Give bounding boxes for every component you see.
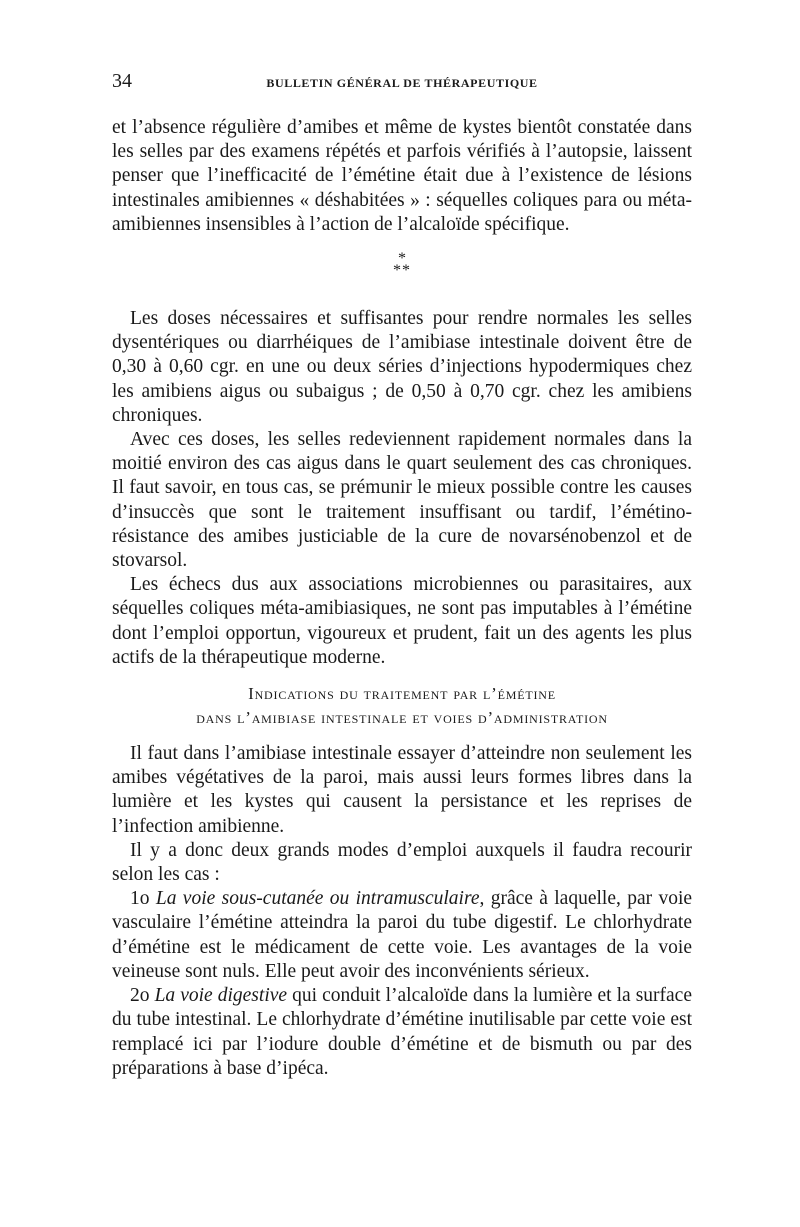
section-heading-line-1: Indications du traitement par l’émétine: [248, 684, 556, 704]
route-digestive-title: La voie digestive: [154, 985, 288, 1007]
paragraph-route-digestive: [112, 984, 692, 1081]
section-heading: [112, 682, 692, 730]
asterism-bottom: **: [393, 262, 411, 280]
paragraph-objective: Il faut dans l’amibiase intestinale essayer d’atteindre non seulement les amibes végétatives de la paroi, mais aussi leurs formes libres dans la lumière et les kystes qui causent la persistance et les reprises de l’infection amibienne.: [112, 743, 692, 837]
running-head: [112, 70, 692, 94]
page-number: 34: [112, 70, 132, 92]
paragraph-doses: Les doses nécessaires et suffisantes pour rendre normales les selles dysentériques ou diarrhéiques de l’amibiase intestinale doivent être de 0,30 à 0,60 cgr. en une ou deux séries d’injections hypodermiques chez les amibiens aigus ou subaigus ; de 0,50 à 0,70 cgr. chez les amibiens chroniques.: [112, 308, 692, 426]
list-number-2: 2o: [130, 985, 150, 1007]
paragraph-results: Avec ces doses, les selles redeviennent rapidement normales dans la moitié environ des cas aigus dans le quart seulement des cas chroniques. Il faut savoir, en tous cas, se prémunir le mieux possible contre les causes d’insuccès que sont le traitement insuffisant ou tardif, l’émétino-résistance des amibes justiciable de la cure de novarsénobenzol et de stovarsol.: [112, 429, 692, 572]
book-page: [112, 70, 692, 1081]
route-subcutaneous-title: La voie sous-cutanée ou intramusculaire: [155, 888, 480, 910]
list-number-1: 1o: [130, 888, 150, 910]
route-subcutaneous-text: , grâce à laquelle, par voie vasculaire l’émétine atteindra la paroi du tube digestif. Le chlorhydrate d’émétine est le médicament de cette voie. Les avantages de la voie veineuse sont nuls. Elle peut avoir des inconvénients sérieux.: [112, 888, 693, 982]
route-digestive-text: qui conduit l’alcaloïde dans la lumière et la surface du tube intestinal. Le chlorhydrate d’émétine inutilisable par cette voie est remplacé ici par l’iodure double d’émétine et de bismuth ou par des préparations à base d’ipéca.: [112, 985, 692, 1079]
paragraph-failures: Les échecs dus aux associations microbiennes ou parasitaires, aux séquelles coliques méta-amibiasiques, ne sont pas imputables à l’émétine dont l’emploi opportun, vigoureux et prudent, fait un des agents les plus actifs de la thérapeutique moderne.: [112, 574, 692, 668]
section-heading-line-2: dans l’amibiase intestinale et voies d’administration: [196, 708, 608, 728]
paragraph-route-subcutaneous: [112, 887, 692, 984]
paragraph-two-modes: Il y a donc deux grands modes d’emploi auxquels il faudra recourir selon les cas :: [112, 839, 692, 886]
body-text: [112, 116, 692, 1081]
asterism-separator: [112, 250, 692, 280]
paragraph-continuation: et l’absence régulière d’amibes et même de kystes bientôt constatée dans les selles par des examens répétés et parfois vérifiés à l’autopsie, laissent penser que l’inefficacité de l’émétine était due à l’existence de lésions intestinales amibiennes « déshabitées » : séquelles coliques para ou méta-amibiennes insensibles à l’action de l’alcaloïde spécifique.: [112, 117, 692, 235]
asterism-top: *: [398, 250, 406, 268]
running-title: BULLETIN GÉNÉRAL DE THÉRAPEUTIQUE: [266, 76, 538, 90]
